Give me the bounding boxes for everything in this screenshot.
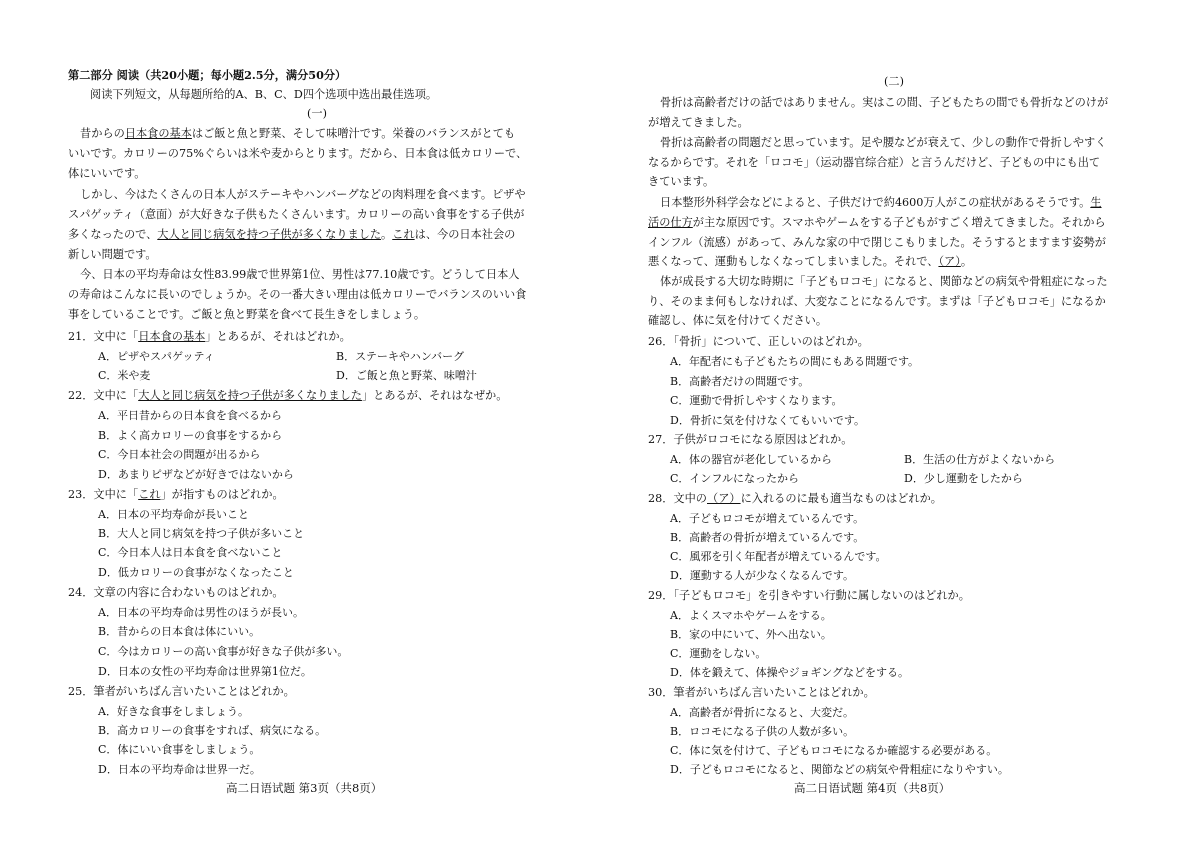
passage2-p4-line3: 確認し、体に気を付けてください。 (648, 314, 828, 327)
question-22-option-b: B．よく高カロリーの食事をするから (98, 429, 283, 442)
question-23-option-d: D．低カロリーの食事がなくなったこと (98, 566, 294, 579)
question-27-option-b: B．生活の仕方がよくないから (904, 453, 1056, 466)
page-footer-left: 高二日语试题 第3页（共8页） (226, 781, 383, 795)
question-27-stem: 27．子供がロコモになる原因はどれか。 (648, 433, 853, 446)
question-28-stem: 28．文中の（ア）に入れるのに最も適当なものはどれか。 (648, 492, 942, 505)
passage1-p1-line3: 体にいいです。 (68, 167, 146, 180)
question-25-option-a: A．好きな食事をしましょう。 (98, 705, 249, 718)
passage1-p1-line2: いいです。カロリーの75%ぐらいは米や麦からとります。だから、日本食は低カロリーで、 (68, 147, 528, 160)
passage2-p1-line2: が増えてきました。 (648, 116, 749, 129)
question-24-option-d: D．日本の女性の平均寿命は世界第1位だ。 (98, 665, 312, 678)
question-30-option-c: C．体に気を付けて、子どもロコモになるか確認する必要がある。 (670, 744, 998, 757)
passage1-p2-line1: しかし、今はたくさんの日本人がステーキやハンバーグなどの肉料理を食べます。ピザや (80, 188, 526, 201)
question-25-stem: 25．筆者がいちばん言いたいことはどれか。 (68, 685, 295, 698)
question-21-option-b: B．ステーキやハンバーグ (336, 350, 465, 363)
question-27-option-c: C．インフルになったから (670, 472, 799, 485)
question-27-option-d: D．少し運動をしたから (904, 472, 1023, 485)
passage-number-1: (一) (307, 107, 327, 120)
question-28-option-c: C．風邪を引く年配者が増えているんです。 (670, 550, 887, 563)
question-21-option-d: D．ご飯と魚と野菜、味噌汁 (336, 369, 477, 382)
question-22-stem: 22．文中に「大人と同じ病気を持つ子供が多くなりました」とあるが、それはなぜか。 (68, 389, 508, 402)
question-26-option-d: D．骨折に気を付けなくてもいいです。 (670, 414, 865, 427)
question-28-option-d: D．運動する人が少なくなるんです。 (670, 569, 854, 582)
question-28-option-b: B．高齢者の骨折が増えているんです。 (670, 531, 865, 544)
question-29-option-c: C．運動をしない。 (670, 647, 767, 660)
question-22-option-d: D．あまりピザなどが好きではないから (98, 468, 294, 481)
passage2-p2-line1: 骨折は高齢者の問題だと思っています。足や腰などが衰えて、少しの動作で骨折しやすく (660, 136, 1107, 149)
right-page (648, 0, 1140, 849)
passage1-p2-line2: スパゲッティ（意面）が大好きな子供もたくさんいます。カロリーの高い食事をする子供が (68, 208, 525, 221)
passage2-p4-line2: り、そのまま何もしなければ、大変なことになるんです。まずは「子どもロコモ」になるか (648, 295, 1106, 308)
passage2-p2-line2: なるからです。それを「ロコモ」（运动器官综合症）と言うんだけど、子どもの中にも出て (648, 156, 1101, 169)
passage2-p4-line1: 体が成長する大切な時期に「子どもロコモ」になると、関節などの病気や骨粗症になった (660, 275, 1108, 288)
passage2-p3-line2: 活の仕方が主な原因です。スマホやゲームをする子どもがすごく増えてきました。それから (648, 216, 1106, 229)
question-29-option-a: A．よくスマホやゲームをする。 (670, 609, 832, 622)
question-30-stem: 30．筆者がいちばん言いたいことはどれか。 (648, 686, 875, 699)
question-23-option-c: C．今日本人は日本食を食べないこと (98, 546, 283, 559)
question-28-option-a: A．子どもロコモが増えているんです。 (670, 512, 865, 525)
question-21-stem: 21．文中に「日本食の基本」とあるが、それはどれか。 (68, 330, 351, 343)
passage2-p3-line3: インフル（流感）があって、みんな家の中で閉じこもりました。そうするとますます姿勢が (648, 236, 1106, 249)
question-24-option-b: B．昔からの日本食は体にいい。 (98, 625, 261, 638)
passage2-p3-line1: 日本整形外科学会などによると、子供だけで約4600万人がこの症状があるそうです。生 (660, 196, 1102, 209)
question-30-option-b: B．ロコモになる子供の人数が多い。 (670, 725, 855, 738)
passage2-p1-line1: 骨折は高齢者だけの話ではありません。実はこの間、子どもたちの間でも骨折などのけが (660, 96, 1109, 109)
section-header: 第二部分 阅读（共20小题；每小题2.5分，满分50分） (68, 68, 347, 82)
page-footer-right: 高二日语试题 第4页（共8页） (794, 781, 951, 795)
question-25-option-b: B．高カロリーの食事をすれば、病気になる。 (98, 724, 327, 737)
question-26-option-c: C．運動で骨折しやすくなります。 (670, 394, 843, 407)
passage-number-2: (二) (884, 75, 904, 88)
instruction-text: 阅读下列短文，从每题所给的A、B、C、D四个选项中选出最佳选项。 (90, 88, 438, 101)
question-23-option-b: B．大人と同じ病気を持つ子供が多いこと (98, 527, 305, 540)
question-26-stem: 26．「骨折」について、正しいのはどれか。 (648, 335, 869, 348)
question-21-option-c: C．米や麦 (98, 369, 151, 382)
passage2-p2-line3: きています。 (648, 175, 715, 188)
left-page (68, 0, 566, 849)
passage1-p3-line2: の寿命はこんなに長いのでしょうか。その一番大きい理由は低カロリーでバランスのいい食 (68, 288, 527, 301)
question-29-stem: 29．「子どもロコモ」を引きやすい行動に属しないのはどれか。 (648, 589, 970, 602)
question-21-option-a: A．ピザやスパゲッティ (98, 350, 215, 363)
question-26-option-b: B．高齢者だけの問題です。 (670, 375, 810, 388)
passage1-p3-line3: 事をしていることです。ご飯と魚と野菜を食べて長生きをしましょう。 (68, 308, 426, 321)
passage1-p1-line1: 昔からの日本食の基本はご飯と魚と野菜、そして味噌汁です。栄養のバランスがとても (80, 127, 516, 140)
question-24-option-c: C．今はカロリーの高い食事が好きな子供が多い。 (98, 645, 349, 658)
question-30-option-d: D．子どもロコモになると、関節などの病気や骨粗症になりやすい。 (670, 763, 1009, 776)
question-27-option-a: A．体の器官が老化しているから (670, 453, 832, 466)
question-29-option-b: B．家の中にいて、外へ出ない。 (670, 628, 832, 641)
question-24-option-a: A．日本の平均寿命は男性のほうが長い。 (98, 606, 304, 619)
question-22-option-a: A．平日昔からの日本食を食べるから (98, 409, 282, 422)
question-24-stem: 24．文章の内容に合わないものはどれか。 (68, 586, 284, 599)
question-25-option-d: D．日本の平均寿命は世界一だ。 (98, 763, 261, 776)
question-25-option-c: C．体にいい食事をしましょう。 (98, 743, 261, 756)
question-23-stem: 23．文中に「これ」が指すものはどれか。 (68, 488, 284, 501)
passage1-p2-line3: 多くなったので、大人と同じ病気を持つ子供が多くなりました。これは、今の日本社会の (68, 228, 516, 241)
question-29-option-d: D．体を鍛えて、体操やジョギングなどをする。 (670, 666, 910, 679)
passage1-p3-line1: 今、日本の平均寿命は女性83.99歳で世界第1位、男性は77.10歳です。どうして日本人 (80, 268, 520, 281)
question-30-option-a: A．高齢者が骨折になると、大変だ。 (670, 706, 854, 719)
question-22-option-c: C．今日本社会の問題が出るから (98, 448, 261, 461)
question-23-option-a: A．日本の平均寿命が長いこと (98, 508, 249, 521)
passage1-p2-line4: 新しい問題です。 (68, 248, 157, 261)
passage2-p3-line4: 悪くなって、運動もしなくなってしまいました。それで、（ア）。 (648, 255, 973, 268)
question-26-option-a: A．年配者にも子どもたちの間にもある問題です。 (670, 355, 920, 368)
